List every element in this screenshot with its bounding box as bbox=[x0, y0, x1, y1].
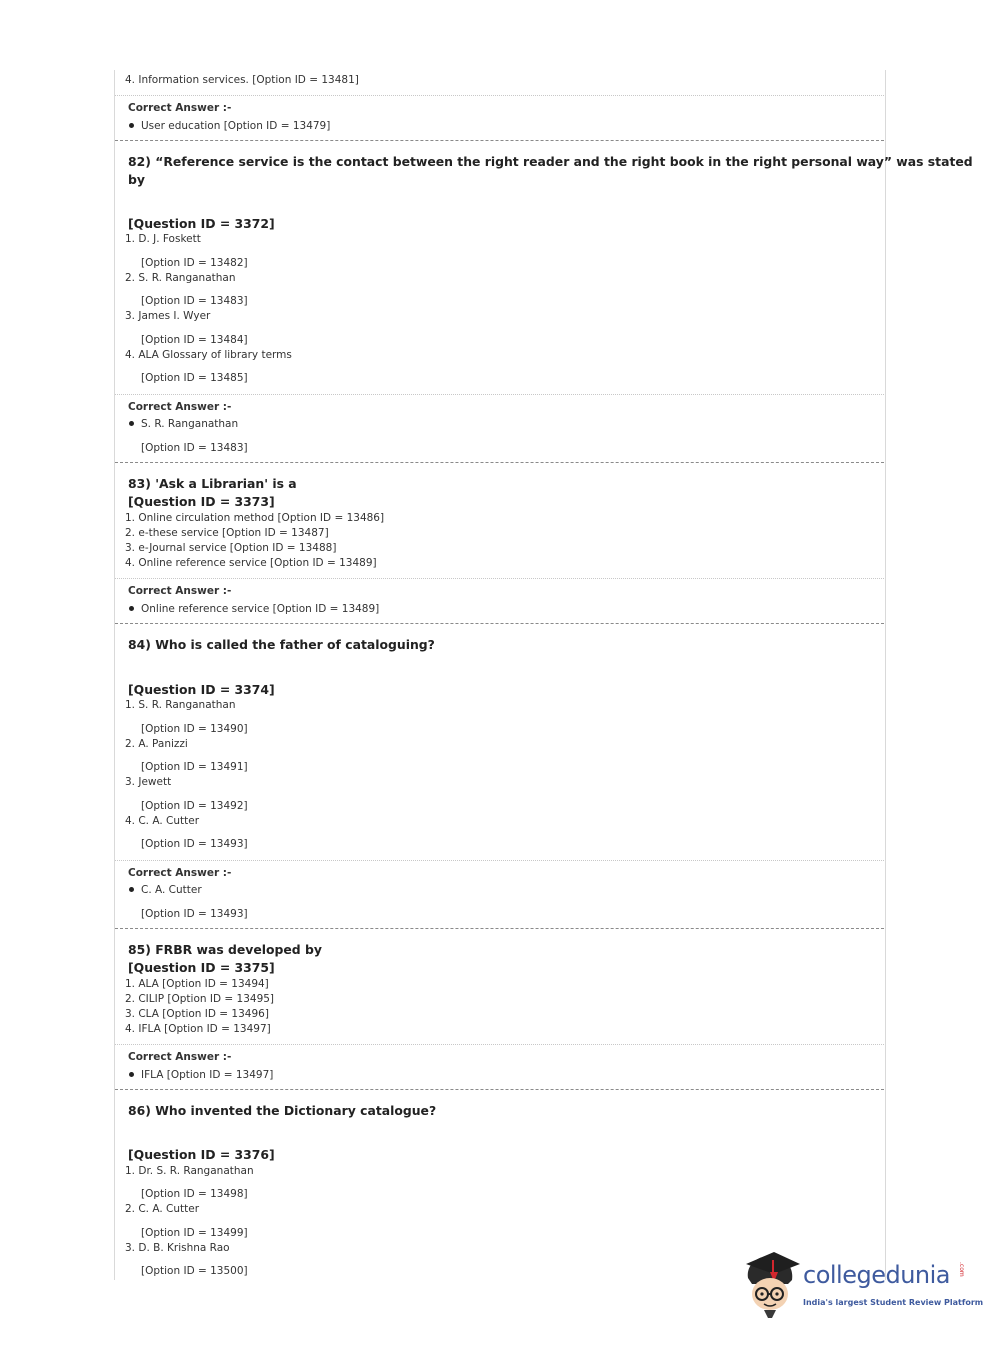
q81-correct-label: Correct Answer :- bbox=[128, 102, 232, 114]
q84-option-2-id: [Option ID = 13491] bbox=[141, 761, 248, 773]
q84-option-3: 3. Jewett bbox=[125, 776, 172, 788]
q83-question-id: [Question ID = 3373] bbox=[128, 494, 275, 509]
q84-option-4: 4. C. A. Cutter bbox=[125, 815, 200, 827]
q82-option-4: 4. ALA Glossary of library terms bbox=[125, 349, 292, 361]
q81-option-4: 4. Information services. [Option ID = 13481] bbox=[125, 74, 359, 86]
divider bbox=[115, 1044, 884, 1045]
q84-option-1-id: [Option ID = 13490] bbox=[141, 723, 248, 735]
q83-correct-label: Correct Answer :- bbox=[128, 585, 232, 597]
content-frame bbox=[114, 70, 886, 1280]
q84-correct-answer: C. A. Cutter bbox=[141, 884, 202, 896]
q84-option-3-id: [Option ID = 13492] bbox=[141, 800, 248, 812]
bullet-icon bbox=[129, 1072, 134, 1077]
watermark-tagline: India's largest Student Review Platform bbox=[803, 1298, 984, 1307]
q82-question-id: [Question ID = 3372] bbox=[128, 216, 275, 231]
q84-option-2: 2. A. Panizzi bbox=[125, 738, 188, 750]
q85-option-3: 3. CLA [Option ID = 13496] bbox=[125, 1008, 269, 1020]
q86-option-2-id: [Option ID = 13499] bbox=[141, 1227, 248, 1239]
q84-correct-id: [Option ID = 13493] bbox=[141, 908, 248, 920]
q85-question-id: [Question ID = 3375] bbox=[128, 960, 275, 975]
q86-option-3-id: [Option ID = 13500] bbox=[141, 1265, 248, 1277]
q85-question-text: 85) FRBR was developed by bbox=[128, 942, 322, 957]
bullet-icon bbox=[129, 123, 134, 128]
q81-correct-answer: User education [Option ID = 13479] bbox=[141, 120, 331, 132]
q85-option-4: 4. IFLA [Option ID = 13497] bbox=[125, 1023, 271, 1035]
q83-question-text: 83) 'Ask a Librarian' is a bbox=[128, 476, 297, 491]
q86-question-id: [Question ID = 3376] bbox=[128, 1147, 275, 1162]
q84-option-4-id: [Option ID = 13493] bbox=[141, 838, 248, 850]
bullet-icon bbox=[129, 421, 134, 426]
q82-correct-id: [Option ID = 13483] bbox=[141, 442, 248, 454]
question-separator bbox=[115, 462, 884, 463]
q86-option-3: 3. D. B. Krishna Rao bbox=[125, 1242, 230, 1254]
q85-correct-answer: IFLA [Option ID = 13497] bbox=[141, 1069, 274, 1081]
collegedunia-watermark bbox=[742, 1246, 984, 1318]
q82-option-1: 1. D. J. Foskett bbox=[125, 233, 201, 245]
q86-option-2: 2. C. A. Cutter bbox=[125, 1203, 200, 1215]
q83-option-4: 4. Online reference service [Option ID = 13489] bbox=[125, 557, 377, 569]
q86-option-1-id: [Option ID = 13498] bbox=[141, 1188, 248, 1200]
q82-option-1-id: [Option ID = 13482] bbox=[141, 257, 248, 269]
divider bbox=[115, 578, 884, 579]
q86-question-text: 86) Who invented the Dictionary catalogue? bbox=[128, 1103, 437, 1118]
q82-option-2-id: [Option ID = 13483] bbox=[141, 295, 248, 307]
q84-option-1: 1. S. R. Ranganathan bbox=[125, 699, 236, 711]
q86-option-1: 1. Dr. S. R. Ranganathan bbox=[125, 1165, 254, 1177]
q82-option-2: 2. S. R. Ranganathan bbox=[125, 272, 236, 284]
q82-question-text: 82) “Reference service is the contact between the right reader and the right book in the right personal way” was stated bbox=[128, 154, 973, 169]
q84-question-text: 84) Who is called the father of cataloguing? bbox=[128, 637, 435, 652]
divider bbox=[115, 394, 884, 395]
question-separator bbox=[115, 928, 884, 929]
student-mascot-icon bbox=[742, 1248, 802, 1318]
q82-option-4-id: [Option ID = 13485] bbox=[141, 372, 248, 384]
q82-option-3-id: [Option ID = 13484] bbox=[141, 334, 248, 346]
divider bbox=[115, 95, 884, 96]
q82-option-3: 3. James I. Wyer bbox=[125, 310, 211, 322]
q85-option-2: 2. CILIP [Option ID = 13495] bbox=[125, 993, 275, 1005]
q83-option-2: 2. e-these service [Option ID = 13487] bbox=[125, 527, 329, 539]
q83-correct-answer: Online reference service [Option ID = 13489] bbox=[141, 603, 380, 615]
watermark-brand-suffix: .com bbox=[958, 1262, 965, 1277]
question-separator bbox=[115, 1089, 884, 1090]
q83-option-1: 1. Online circulation method [Option ID = 13486] bbox=[125, 512, 385, 524]
q85-correct-label: Correct Answer :- bbox=[128, 1051, 232, 1063]
question-separator bbox=[115, 623, 884, 624]
q82-correct-answer: S. R. Ranganathan bbox=[141, 418, 239, 430]
question-separator bbox=[115, 140, 884, 141]
q84-question-id: [Question ID = 3374] bbox=[128, 682, 275, 697]
q83-option-3: 3. e-Journal service [Option ID = 13488] bbox=[125, 542, 337, 554]
watermark-brand-name: collegedunia bbox=[803, 1261, 951, 1289]
bullet-icon bbox=[129, 887, 134, 892]
q85-option-1: 1. ALA [Option ID = 13494] bbox=[125, 978, 269, 990]
q82-correct-label: Correct Answer :- bbox=[128, 401, 232, 413]
bullet-icon bbox=[129, 606, 134, 611]
q82-question-text-cont: by bbox=[128, 172, 145, 187]
divider bbox=[115, 860, 884, 861]
q84-correct-label: Correct Answer :- bbox=[128, 867, 232, 879]
